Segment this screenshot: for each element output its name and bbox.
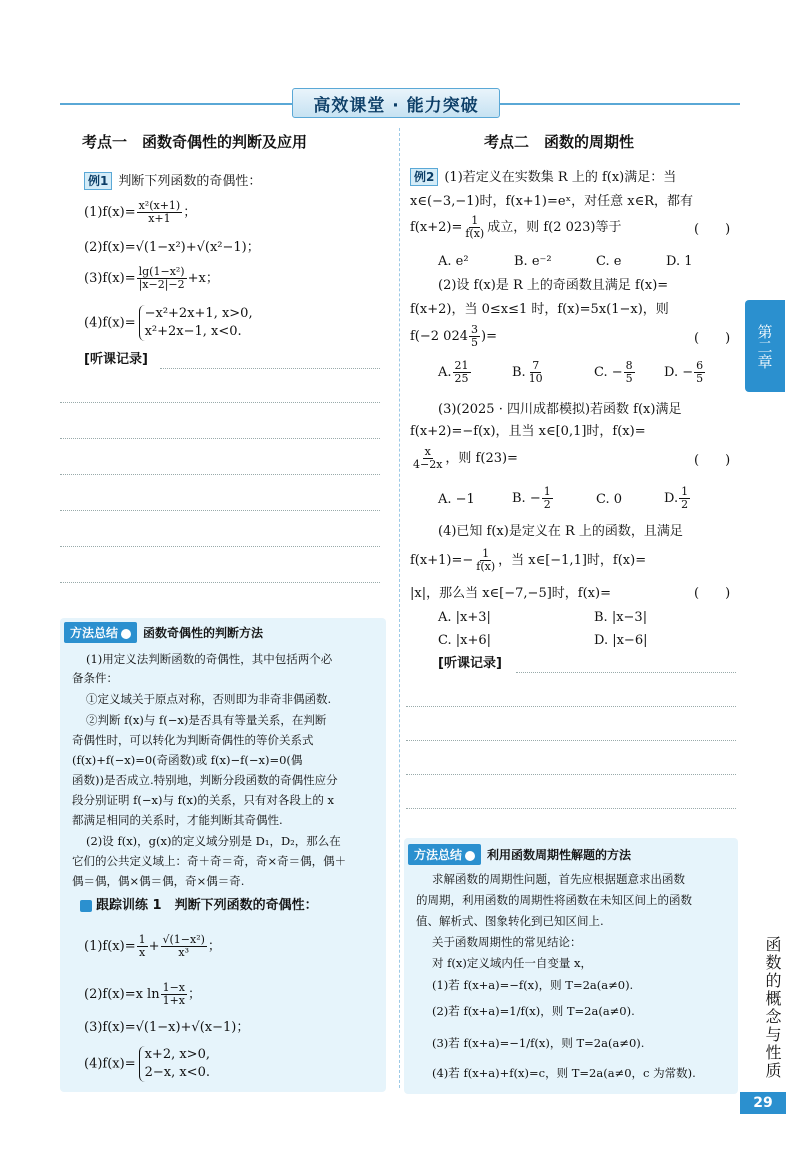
note-line <box>60 474 380 475</box>
right-notes-label: [听课记录] <box>438 656 502 671</box>
note-line <box>406 774 736 775</box>
case-1: x+2, x>0, <box>144 1047 210 1062</box>
note-line <box>160 368 380 369</box>
denominator: 5 <box>696 372 704 385</box>
chapter-title: 函数的概念与性质 <box>763 936 782 1080</box>
left-method-box <box>60 618 386 1092</box>
fraction <box>137 266 187 291</box>
method-line: 备条件： <box>72 671 118 685</box>
fraction <box>474 548 497 573</box>
denominator: 2 <box>543 498 551 511</box>
ex1-item-1 <box>84 200 196 225</box>
left-notes-label: [听课记录] <box>84 352 148 367</box>
q4-line-3: |x|，那么当 x∈[−7,−5]时，f(x)= <box>410 586 611 601</box>
denominator: 5 <box>625 372 633 385</box>
q2-option-c <box>594 360 636 385</box>
numerator: x <box>424 445 431 458</box>
banner-rule-right <box>500 103 740 105</box>
chapter-tab <box>745 300 785 392</box>
fraction <box>527 360 545 385</box>
note-line <box>60 546 380 547</box>
example1-text: 判断下列函数的奇偶性： <box>118 174 262 189</box>
numerator: 21 <box>454 359 469 372</box>
right-method-box <box>404 838 738 1094</box>
case-1: −x²+2x+1, x>0, <box>144 306 253 321</box>
q2-option-a <box>438 360 472 385</box>
denominator: f(x) <box>465 227 485 240</box>
q3-option-c: C. 0 <box>596 492 623 507</box>
method-line: 求解函数的周期性问题，首先应根据题意求出函数 <box>432 872 685 886</box>
numerator: 6 <box>696 359 704 372</box>
right-heading: 考点二 函数的周期性 <box>484 133 635 151</box>
denominator: x <box>138 946 146 959</box>
section-banner <box>292 88 500 118</box>
case-2: x²+2x−1, x<0. <box>144 324 242 339</box>
text: 成立，则 f(2 023)等于 <box>487 220 622 235</box>
method-line: 偶＝偶，偶×偶＝偶，奇×偶＝奇. <box>72 874 245 888</box>
method-line: (f(x)+f(−x)=0(奇函数)或 f(x)−f(−x)=0(偶 <box>72 753 303 767</box>
fraction <box>542 486 553 511</box>
text: )= <box>481 329 497 344</box>
denominator: 25 <box>454 372 469 385</box>
method-tag-text: 方法总结 <box>414 848 463 862</box>
label: (4)f(x)= <box>84 1056 136 1072</box>
q4-answer-paren: ( ) <box>694 586 731 601</box>
numerator: 1 <box>543 485 551 498</box>
q3-line-3 <box>410 446 518 471</box>
text: ，当 x∈[−1,1]时，f(x)= <box>498 553 647 568</box>
label: B. − <box>512 491 541 506</box>
denominator: 1+x <box>162 994 186 1007</box>
fraction <box>411 446 444 471</box>
q1-line-3 <box>410 215 622 240</box>
tail: ； <box>188 987 202 1002</box>
note-line <box>406 740 736 741</box>
denominator: 10 <box>528 372 543 385</box>
label: D. <box>664 491 679 506</box>
label: (1)f(x)= <box>84 205 136 220</box>
label: (4)f(x)= <box>84 315 136 331</box>
label: C. − <box>594 365 623 380</box>
label: f(x+2)= <box>410 220 463 235</box>
method-line: 段分别证明 f(−x)与 f(x)的关系，只有对各段上的 x <box>72 793 335 807</box>
denominator: |x−2|−2 <box>138 278 185 291</box>
numerator: 7 <box>532 359 540 372</box>
q2-answer-paren: ( ) <box>694 331 731 346</box>
banner-rule-left <box>60 103 292 105</box>
track-heading <box>80 898 318 914</box>
left-heading: 考点一 函数奇偶性的判断及应用 <box>82 133 308 151</box>
numerator: 1−x <box>162 981 186 994</box>
q2-line-1: (2)设 f(x)是 R 上的奇函数且满足 f(x)= <box>438 278 669 293</box>
note-line <box>406 706 736 707</box>
numerator: x²(x+1) <box>138 199 181 212</box>
label: (1)f(x)= <box>84 939 136 954</box>
method-title: 函数奇偶性的判断方法 <box>143 626 264 640</box>
tail: +x； <box>187 271 219 286</box>
label: D. − <box>664 365 694 380</box>
numerator: 8 <box>625 359 633 372</box>
piecewise-brace <box>139 305 253 341</box>
numerator: 1 <box>681 485 689 498</box>
q4-option-c: C. |x+6| <box>438 633 492 648</box>
chapter-label: 第二章 <box>755 323 774 369</box>
note-line <box>60 582 380 583</box>
numerator: lg(1−x²) <box>138 265 185 278</box>
banner-title: 高效课堂 · 能力突破 <box>313 95 479 116</box>
denominator: x³ <box>178 946 190 959</box>
fraction <box>463 215 486 240</box>
fraction <box>137 200 183 225</box>
speech-icon <box>465 851 475 861</box>
method-line: (2)若 f(x+a)=1/f(x)，则 T=2a(a≠0). <box>432 1004 635 1018</box>
case-2: 2−x, x<0. <box>144 1065 210 1080</box>
tail: ； <box>207 939 221 954</box>
method-line: 对 f(x)定义域内任一自变量 x， <box>432 956 593 970</box>
right-method-header <box>408 844 631 865</box>
left-method-header <box>64 622 263 643</box>
fraction <box>469 324 480 349</box>
track-item-4 <box>84 1046 210 1082</box>
label: (2)f(x)=x ln <box>84 987 160 1002</box>
q1-option-d: D. 1 <box>666 254 693 269</box>
method-line: (3)若 f(x+a)=−1/f(x)，则 T=2a(a≠0). <box>432 1036 645 1050</box>
fraction <box>161 934 207 959</box>
fraction <box>694 360 705 385</box>
q3-option-d <box>664 486 691 511</box>
column-divider <box>399 128 400 1088</box>
method-tag <box>64 622 137 643</box>
denominator: x+1 <box>148 212 171 225</box>
text: ，则 f(23)= <box>445 451 518 466</box>
method-line: (1)用定义法判断函数的奇偶性，其中包括两个必 <box>86 652 333 666</box>
q2-option-b <box>512 360 546 385</box>
fraction <box>679 486 690 511</box>
pen-icon <box>80 900 92 912</box>
q4-option-d: D. |x−6| <box>594 633 648 648</box>
fraction <box>137 934 148 959</box>
q4-line-1: (4)已知 f(x)是定义在 R 上的函数，且满足 <box>438 524 683 539</box>
q4-option-b: B. |x−3| <box>594 610 648 625</box>
q3-option-b <box>512 486 554 511</box>
denominator: f(x) <box>476 560 496 573</box>
q3-option-a: A. −1 <box>438 492 475 507</box>
q2-line-3 <box>410 324 497 349</box>
q1-option-a: A. e² <box>438 254 469 269</box>
method-line: 它们的公共定义域上：奇＋奇＝奇，奇×奇＝偶，偶＋ <box>72 854 347 868</box>
method-line: (1)若 f(x+a)=−f(x)，则 T=2a(a≠0). <box>432 978 634 992</box>
method-line: 奇偶性时，可以转化为判断奇偶性的等价关系式 <box>72 733 314 747</box>
note-line <box>406 808 736 809</box>
denominator: 4−2x <box>413 458 443 471</box>
numerator: 3 <box>471 323 478 336</box>
q2-line-2: f(x+2)，当 0≤x≤1 时，f(x)=5x(1−x)，则 <box>410 302 669 317</box>
track-title: 跟踪训练 1 判断下列函数的奇偶性： <box>96 898 318 913</box>
denominator: 5 <box>471 336 478 349</box>
track-item-2 <box>84 982 201 1007</box>
fraction <box>453 360 471 385</box>
method-line: ①定义域关于原点对称，否则即为非奇非偶函数. <box>86 692 332 706</box>
method-line: 函数))是否成立.特别地，判断分段函数的奇偶性应分 <box>72 773 338 787</box>
method-line: (4)若 f(x+a)+f(x)=c，则 T=2a(a≠0，c 为常数). <box>432 1066 696 1080</box>
numerator: 1 <box>138 933 146 946</box>
example2-tag: 例2 <box>410 168 438 186</box>
label: (3)f(x)= <box>84 271 136 286</box>
piecewise-brace <box>139 1046 210 1082</box>
q3-line-1: (3)(2025 · 四川成都模拟)若函数 f(x)满足 <box>438 402 682 417</box>
q3-answer-paren: ( ) <box>694 453 731 468</box>
q3-line-2: f(x+2)=−f(x)，且当 x∈[0,1]时，f(x)= <box>410 424 646 439</box>
method-tag <box>408 844 481 865</box>
ex1-item-3 <box>84 266 219 291</box>
method-line: 都满足相同的关系时，才能判断其奇偶性. <box>72 813 283 827</box>
plus: + <box>148 939 160 954</box>
denominator: 2 <box>681 498 689 511</box>
q1-answer-paren: ( ) <box>694 222 731 237</box>
example1-intro <box>84 172 261 190</box>
tail: ； <box>183 205 197 220</box>
text: (1)若定义在实数集 R 上的 f(x)满足：当 <box>444 170 677 185</box>
q4-line-2 <box>410 548 646 573</box>
track-item-3: (3)f(x)=√(1−x)+√(x−1)； <box>84 1020 250 1035</box>
numerator: 1 <box>482 547 490 560</box>
note-line <box>60 510 380 511</box>
note-line <box>516 672 736 673</box>
track-item-1 <box>84 934 221 959</box>
label: f(x+1)=− <box>410 553 474 568</box>
label: f(−2 024 <box>410 329 468 344</box>
page-number: 29 <box>740 1092 786 1114</box>
example1-tag: 例1 <box>84 172 112 190</box>
label: A. <box>438 365 452 380</box>
method-line: (2)设 f(x)，g(x)的定义域分别是 D₁，D₂，那么在 <box>86 834 341 848</box>
fraction <box>624 360 635 385</box>
ex1-item-2: (2)f(x)=√(1−x²)+√(x²−1)； <box>84 240 260 255</box>
q1-line-2: x∈(−3,−1)时，f(x+1)=eˣ，对任意 x∈R，都有 <box>410 194 693 209</box>
method-title: 利用函数周期性解题的方法 <box>487 848 632 862</box>
note-line <box>60 402 380 403</box>
numerator: 1 <box>471 214 479 227</box>
fraction <box>161 982 187 1007</box>
ex1-item-4 <box>84 305 253 341</box>
note-line <box>60 438 380 439</box>
method-tag-text: 方法总结 <box>70 626 119 640</box>
numerator: √(1−x²) <box>162 933 205 946</box>
method-line: 的周期，利用函数的周期性将函数在未知区间上的函数 <box>416 893 692 907</box>
q1-line-1 <box>410 168 676 186</box>
method-line: 值、解析式、图象转化到已知区间上. <box>416 914 604 928</box>
q4-option-a: A. |x+3| <box>438 610 491 625</box>
q1-option-c: C. e <box>596 254 622 269</box>
q1-option-b: B. e⁻² <box>514 254 552 269</box>
method-line: ②判断 f(x)与 f(−x)是否具有等量关系，在判断 <box>86 713 327 727</box>
speech-icon <box>121 629 131 639</box>
method-line: 关于函数周期性的常见结论： <box>432 935 582 949</box>
q2-option-d <box>664 360 706 385</box>
label: B. <box>512 365 526 380</box>
